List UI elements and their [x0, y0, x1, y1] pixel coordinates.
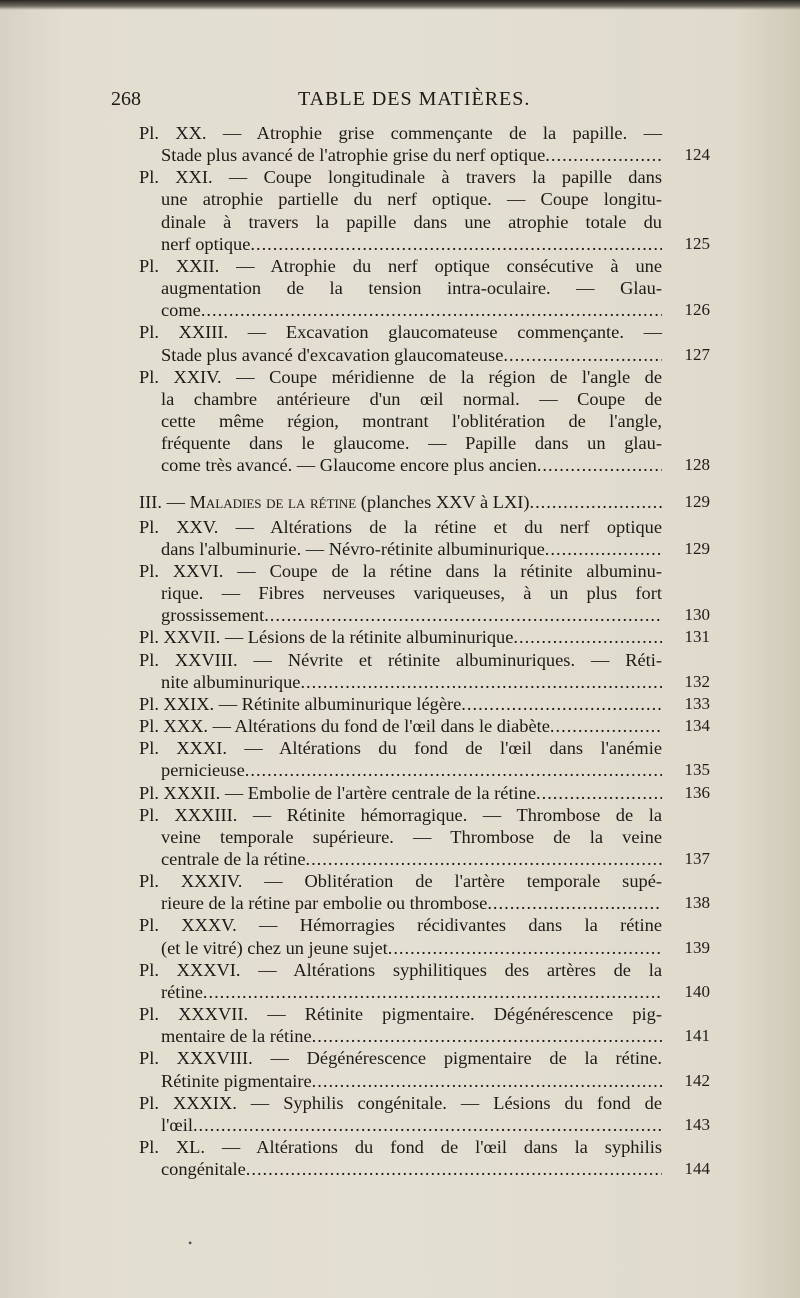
toc-entry-text: Stade plus avancé d'excavation glaucomateuse — [161, 344, 504, 365]
page-ref: 128 — [684, 455, 710, 475]
toc-entry-line: la chambre antérieure d'un œil normal. — Coupe de — [161, 388, 662, 409]
leader-dots — [536, 782, 662, 804]
toc-entry-line — [139, 1158, 662, 1180]
toc-entry — [139, 914, 710, 958]
toc-entry-line: Pl. XXVIII. — Névrite et rétinite albuminuriques. — Réti- — [139, 649, 662, 670]
toc-entry — [139, 870, 710, 914]
toc-entry-line: Pl. XXXI. — Altérations du fond de l'œil dans l'anémie — [139, 738, 662, 759]
toc-entry-line — [139, 626, 662, 648]
toc-entry-line — [139, 1025, 662, 1047]
leader-dots — [305, 848, 662, 870]
toc-entry-line: Pl. XXXIV. — Oblitération de l'artère temporale supé- — [139, 871, 662, 892]
page-ref: 126 — [684, 300, 710, 320]
toc-entry-line: Pl. XX. — Atrophie grise commençante de la papille. — — [139, 123, 662, 143]
page-ref: 129 — [684, 491, 710, 511]
page-ref: 124 — [684, 145, 710, 165]
toc-entry-line: Pl. XXII. — Atrophie du nerf optique consécutive à une — [139, 255, 662, 276]
toc-entry-line — [139, 981, 662, 1003]
page-ref: 131 — [684, 627, 710, 647]
page-ref: 135 — [684, 760, 710, 780]
section-prefix: III. — — [139, 491, 190, 512]
leader-dots — [487, 892, 662, 914]
page-ref: 136 — [684, 782, 710, 802]
leader-dots — [550, 715, 662, 737]
toc-entry — [139, 321, 710, 365]
leader-dots — [312, 1025, 662, 1047]
toc-entry-text: come — [161, 300, 201, 321]
toc-entry-line: une atrophie partielle du nerf optique. — Coupe longitu- — [161, 189, 662, 210]
toc-entry — [139, 166, 710, 255]
toc-entry-line: fréquente dans le glaucome. — Papille dans un glau- — [161, 433, 662, 454]
page-ref: 142 — [684, 1070, 710, 1090]
toc-entry-line — [139, 604, 662, 626]
leader-dots — [193, 1114, 662, 1136]
toc-entry-line: Pl. XXXIII. — Rétinite hémorragique. — Thrombose de la — [139, 804, 662, 825]
toc-entry-text: Pl. XXVII. — Lésions de la rétinite albuminurique — [139, 627, 514, 648]
toc-entry-text: l'œil — [161, 1114, 193, 1135]
leader-dots — [312, 1070, 662, 1092]
toc-entry-line: Pl. XXIII. — Excavation glaucomateuse commençante. — — [139, 322, 662, 343]
toc-entry-text: Pl. XXIX. — Rétinite albuminurique légère — [139, 693, 462, 714]
table-of-contents — [139, 122, 710, 1180]
page-number: 268 — [111, 88, 141, 110]
toc-entry-line: rique. — Fibres nerveuses variqueuses, à un plus fort — [161, 583, 662, 604]
section-heading — [139, 491, 710, 513]
toc-entry-line — [139, 299, 662, 321]
toc-entry-line: Pl. XXXVII. — Rétinite pigmentaire. Dégénérescence pig- — [139, 1004, 662, 1025]
leader-dots — [201, 299, 662, 321]
toc-entry — [139, 1092, 710, 1136]
toc-entry-text: nite albuminurique — [161, 671, 301, 692]
toc-entry-line: Pl. XXI. — Coupe longitudinale à travers la papille dans — [139, 167, 662, 188]
page-ref: 139 — [684, 937, 710, 957]
toc-entry-line — [139, 671, 662, 693]
toc-entry-line: Pl. XXXVI. — Altérations syphilitiques des artères de la — [139, 959, 662, 980]
toc-entry-line — [139, 848, 662, 870]
toc-entry — [139, 626, 710, 648]
toc-entry — [139, 366, 710, 477]
page-ref: 143 — [684, 1114, 710, 1134]
toc-entry-text: Pl. XXXII. — Embolie de l'artère centrale de la rétine — [139, 782, 537, 803]
toc-entry — [139, 737, 710, 781]
toc-entry — [139, 649, 710, 693]
toc-entry — [139, 1003, 710, 1047]
page-header — [0, 88, 800, 114]
page-ref: 130 — [684, 605, 710, 625]
page-ref: 141 — [684, 1026, 710, 1046]
toc-entry — [139, 804, 710, 870]
toc-entry-text: Rétinite pigmentaire — [161, 1070, 312, 1091]
toc-entry-line: Pl. XL. — Altérations du fond de l'œil dans la syphilis — [139, 1137, 662, 1158]
leader-dots — [513, 626, 662, 648]
section-suffix: (planches XXV à LXI) — [356, 491, 530, 512]
leader-dots — [264, 604, 662, 626]
toc-entry-text: (et le vitré) chez un jeune sujet — [161, 937, 388, 958]
toc-entry — [139, 560, 710, 626]
toc-entry-text: rieure de la rétine par embolie ou thrombose — [161, 893, 488, 914]
toc-entry-text: come très avancé. — Glaucome encore plus ancien — [161, 455, 537, 476]
page-ref: 137 — [684, 849, 710, 868]
toc-entry — [139, 715, 710, 737]
page-ref: 134 — [684, 716, 710, 736]
toc-entry-text: Pl. XXX. — Altérations du fond de l'œil dans le diabète — [139, 716, 550, 737]
toc-entry-text: grossissement — [161, 605, 265, 626]
section-title: Maladies de la rétine — [189, 491, 357, 512]
toc-entry-line: veine temporale supérieure. — Thrombose de la veine — [161, 826, 662, 847]
leader-dots — [529, 491, 662, 513]
leader-dots — [203, 981, 662, 1003]
scan-edge — [0, 0, 800, 10]
toc-entry-text: rétine — [161, 981, 203, 1002]
toc-entry-line — [139, 1070, 662, 1092]
page-ref: 133 — [684, 693, 710, 713]
toc-entry-text: centrale de la rétine — [161, 849, 306, 869]
leader-dots — [537, 454, 662, 476]
toc-entry — [139, 693, 710, 715]
toc-entry-line — [139, 538, 662, 560]
page-ref: 144 — [684, 1159, 710, 1179]
toc-entry-line: Pl. XXVI. — Coupe de la rétine dans la rétinite albuminu- — [139, 560, 662, 581]
section-heading-text — [139, 491, 529, 513]
toc-entry-line: Pl. XXXV. — Hémorragies récidivantes dans la rétine — [139, 915, 662, 936]
toc-entry — [139, 1136, 710, 1180]
toc-entry-text: mentaire de la rétine — [161, 1026, 312, 1047]
toc-entry — [139, 516, 710, 560]
page-ref: 129 — [684, 538, 710, 558]
toc-entry-line: Pl. XXXIX. — Syphilis congénitale. — Lésions du fond de — [139, 1092, 662, 1113]
toc-entry-line: dinale à travers la papille dans une atrophie totale du — [161, 211, 662, 232]
toc-entry-line: Pl. XXV. — Altérations de la rétine et du nerf optique — [139, 516, 662, 537]
leader-dots — [545, 538, 662, 560]
toc-entry — [139, 959, 710, 1003]
toc-entry-line: Pl. XXXVIII. — Dégénérescence pigmentaire de la rétine. — [139, 1048, 662, 1069]
toc-entry-line — [139, 144, 662, 166]
leader-dots — [461, 693, 662, 715]
toc-entry-line — [139, 693, 662, 715]
leader-dots — [503, 344, 662, 366]
leader-dots — [545, 144, 662, 166]
toc-entry-line — [139, 454, 662, 476]
leader-dots — [245, 759, 662, 781]
toc-entry-text: congénitale — [161, 1159, 246, 1180]
toc-entry — [139, 782, 710, 804]
page-ref: 125 — [684, 233, 710, 253]
toc-entry-line: Pl. XXIV. — Coupe méridienne de la région de l'angle de — [139, 366, 662, 387]
page-ref: 127 — [684, 344, 710, 364]
page-ref: 140 — [684, 981, 710, 1001]
toc-entry-line — [139, 759, 662, 781]
toc-entry-line: augmentation de la tension intra-oculaire. — Glau- — [161, 278, 662, 299]
leader-dots — [250, 233, 662, 255]
leader-dots — [388, 937, 662, 959]
bottom-mark: • — [188, 1236, 193, 1250]
leader-dots — [246, 1158, 662, 1180]
toc-entry-line — [139, 892, 662, 914]
toc-entry-line — [139, 937, 662, 959]
leader-dots — [300, 671, 662, 693]
toc-entry-line — [139, 344, 662, 366]
toc-entry-line — [139, 715, 662, 737]
toc-entry-line — [139, 1114, 662, 1136]
toc-entry-line — [139, 782, 662, 804]
toc-entry-text: nerf optique — [161, 233, 251, 254]
toc-entry-text: dans l'albuminurie. — Névro-rétinite albuminurique — [161, 538, 545, 559]
toc-entry-text: Stade plus avancé de l'atrophie grise du nerf optique — [161, 145, 546, 166]
toc-entry-text: pernicieuse — [161, 760, 245, 781]
toc-entry-line: cette même région, montrant l'oblitération de l'angle, — [161, 411, 662, 432]
running-title: TABLE DES MATIÈRES. — [298, 88, 531, 110]
toc-entry — [139, 1047, 710, 1091]
toc-entry-line — [139, 233, 662, 255]
toc-entry — [139, 122, 710, 166]
toc-entry — [139, 255, 710, 321]
page-ref: 138 — [684, 893, 710, 913]
page-ref: 132 — [684, 671, 710, 691]
section-heading-line — [139, 491, 662, 513]
